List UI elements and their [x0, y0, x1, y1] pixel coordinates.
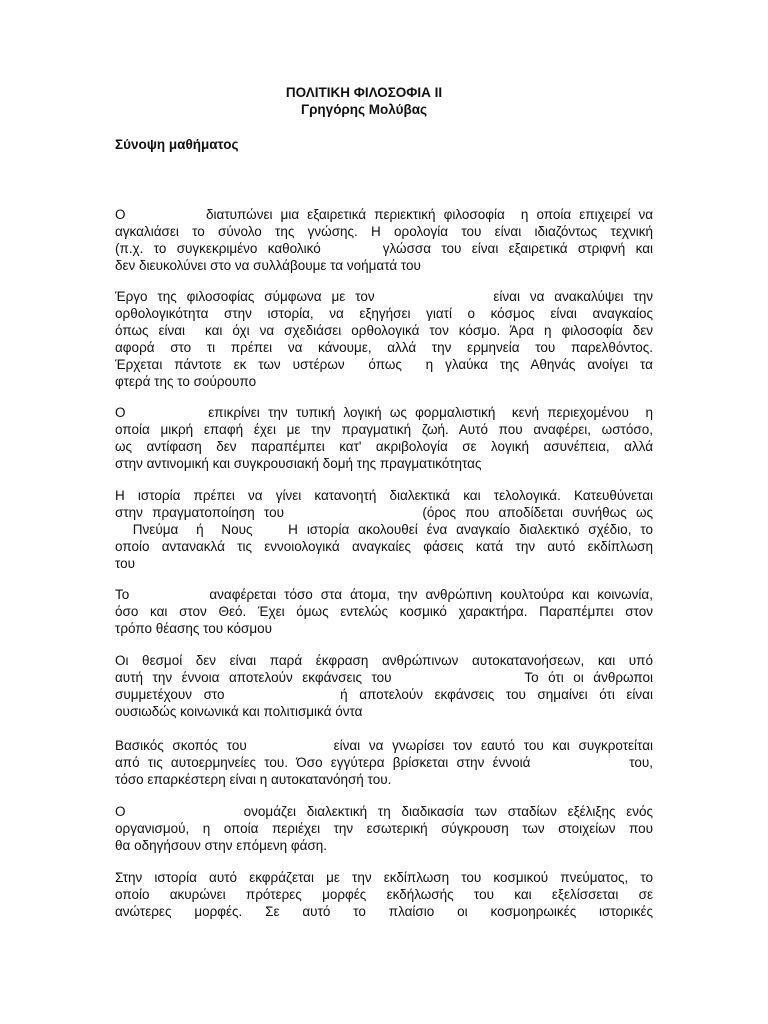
paragraph-line: στην πραγματοποίηση του (όρος που αποδίδεται συνήθως ως — [115, 505, 653, 520]
paragraph-line: αγκαλιάσει το σύνολο της γνώσης. Η ορολογία του είναι ιδιαζόντως τεχνική — [115, 224, 653, 239]
paragraph — [115, 404, 653, 472]
paragraph-line: Έργο της φιλοσοφίας σύμφωνα με τον είναι να ανακαλύψει την — [115, 289, 653, 304]
paragraph-line: όπως είναι και όχι να σχεδιάσει ορθολογικά τον κόσμο. Άρα η φιλοσοφία δεν — [115, 323, 653, 338]
paragraph-line: ουσιωδώς κοινωνικά και πολιτισμικά όντα — [115, 704, 363, 719]
paragraph-line: ανώτερες μορφές. Σε αυτό το πλαίσιο οι κοσμοηρωικές ιστορικές — [115, 904, 653, 919]
paragraph-line: ως αντίφαση δεν παραπέμπει κατ' ακριβολογία σε λογική ασυνέπεια, αλλά — [115, 439, 653, 454]
paragraph-line: Ο διατυπώνει μια εξαιρετικά περιεκτική φιλοσοφία η οποία επιχειρεί να — [115, 207, 653, 222]
paragraph — [115, 803, 653, 854]
paragraph-line: από τις αυτοερμηνείες του. Όσο εγγύτερα βρίσκεται στην έννοιά του, — [115, 755, 653, 770]
paragraph-line: Έρχεται πάντοτε εκ των υστέρων όπως η γλαύκα της Αθηνάς ανοίγει τα — [115, 357, 653, 372]
paragraph-line: αυτή την έννοια αποτελούν εκφάνσεις του Το ότι οι άνθρωποι — [115, 670, 653, 685]
paragraph-line: συμμετέχουν στο ή αποτελούν εκφάνσεις του σημαίνει ότι είναι — [115, 687, 653, 702]
paragraph-line: όσο και στον Θεό. Έχει όμως εντελώς κοσμικό χαρακτήρα. Παραπέμπει στον — [115, 604, 653, 619]
paragraph — [115, 487, 653, 572]
paragraph-line: οργανισμού, η οποία περιέχει την εσωτερική σύγκρουση των στοιχείων που — [115, 821, 653, 836]
paragraph — [115, 737, 653, 788]
paragraph-line: οποίο αντανακλά τις εννοιολογικά αναγκαίες φάσεις κατά την αυτό εκδίπλωση — [115, 539, 653, 554]
paragraph-line: τόσο επαρκέστερη είναι η αυτοκατανόησή του. — [115, 772, 392, 787]
paragraph-line: τρόπο θέασης του κόσμου — [115, 621, 273, 636]
paragraph-line: στην αντινομική και συγκρουσιακή δομή της πραγματικότητας — [115, 456, 482, 471]
paragraph-line: οποία μικρή επαφή έχει με την πραγματική ζωή. Αυτό που αναφέρει, ωστόσο, — [115, 422, 653, 437]
paragraph-line: θα οδηγήσουν στην επόμενη φάση. — [115, 838, 328, 853]
paragraph-line: Στην ιστορία αυτό εκφράζεται με την εκδίπλωση του κοσμικού πνεύματος, το — [115, 870, 653, 885]
paragraph — [115, 288, 653, 390]
paragraph-line: Πνεύμα ή Νους Η ιστορία ακολουθεί ένα αναγκαίο διαλεκτικό σχέδιο, το — [115, 522, 653, 537]
paragraph-line: αφορά στο τι πρέπει να κάνουμε, αλλά την ερμηνεία του παρελθόντος. — [115, 340, 653, 355]
paragraph-line: Βασικός σκοπός του είναι να γνωρίσει τον εαυτό του και συγκροτείται — [115, 738, 653, 753]
paragraph-line: φτερά της το σούρουπο — [115, 374, 257, 389]
paragraph — [115, 869, 653, 920]
paragraph-line: ορθολογικότητα στην ιστορία, να εξηγήσει γιατί ο κόσμος είναι αναγκαίος — [115, 306, 653, 321]
paragraph — [115, 586, 653, 637]
paragraph — [115, 206, 653, 274]
paragraph-line: Οι θεσμοί δεν είναι παρά έκφραση ανθρώπινων αυτοκατανοήσεων, και υπό — [115, 653, 653, 668]
paragraph-line: Ο ονομάζει διαλεκτική τη διαδικασία των σταδίων εξέλιξης ενός — [115, 804, 653, 819]
paragraph-line: οποίο ακυρώνει πρότερες μορφές εκδήλωσής του και εξελίσσεται σε — [115, 887, 653, 902]
paragraph-line: Ο επικρίνει την τυπική λογική ως φορμαλιστική κενή περιεχομένου η — [115, 405, 653, 420]
paragraph-line: δεν διευκολύνει στο να συλλάβουμε τα νοήματά του — [115, 258, 421, 273]
document-author: Γρηγόρης Μολύβας — [300, 102, 428, 117]
paragraph — [115, 652, 653, 720]
paragraph-line: Η ιστορία πρέπει να γίνει κατανοητή διαλεκτικά και τελολογικά. Κατευθύνεται — [115, 488, 653, 503]
document-title: ΠΟΛΙΤΙΚΗ ΦΙΛΟΣΟΦΙΑ ΙΙ — [285, 85, 443, 100]
paragraph-line: (π.χ. το συγκεκριμένο καθολικό γλώσσα του είναι εξαιρετικά στριφνή και — [115, 241, 653, 256]
paragraph-line: Το αναφέρεται τόσο στα άτομα, την ανθρώπινη κουλτούρα και κοινωνία, — [115, 587, 653, 602]
paragraph-line: του — [115, 556, 136, 571]
summary-heading: Σύνοψη μαθήματος — [115, 137, 239, 152]
